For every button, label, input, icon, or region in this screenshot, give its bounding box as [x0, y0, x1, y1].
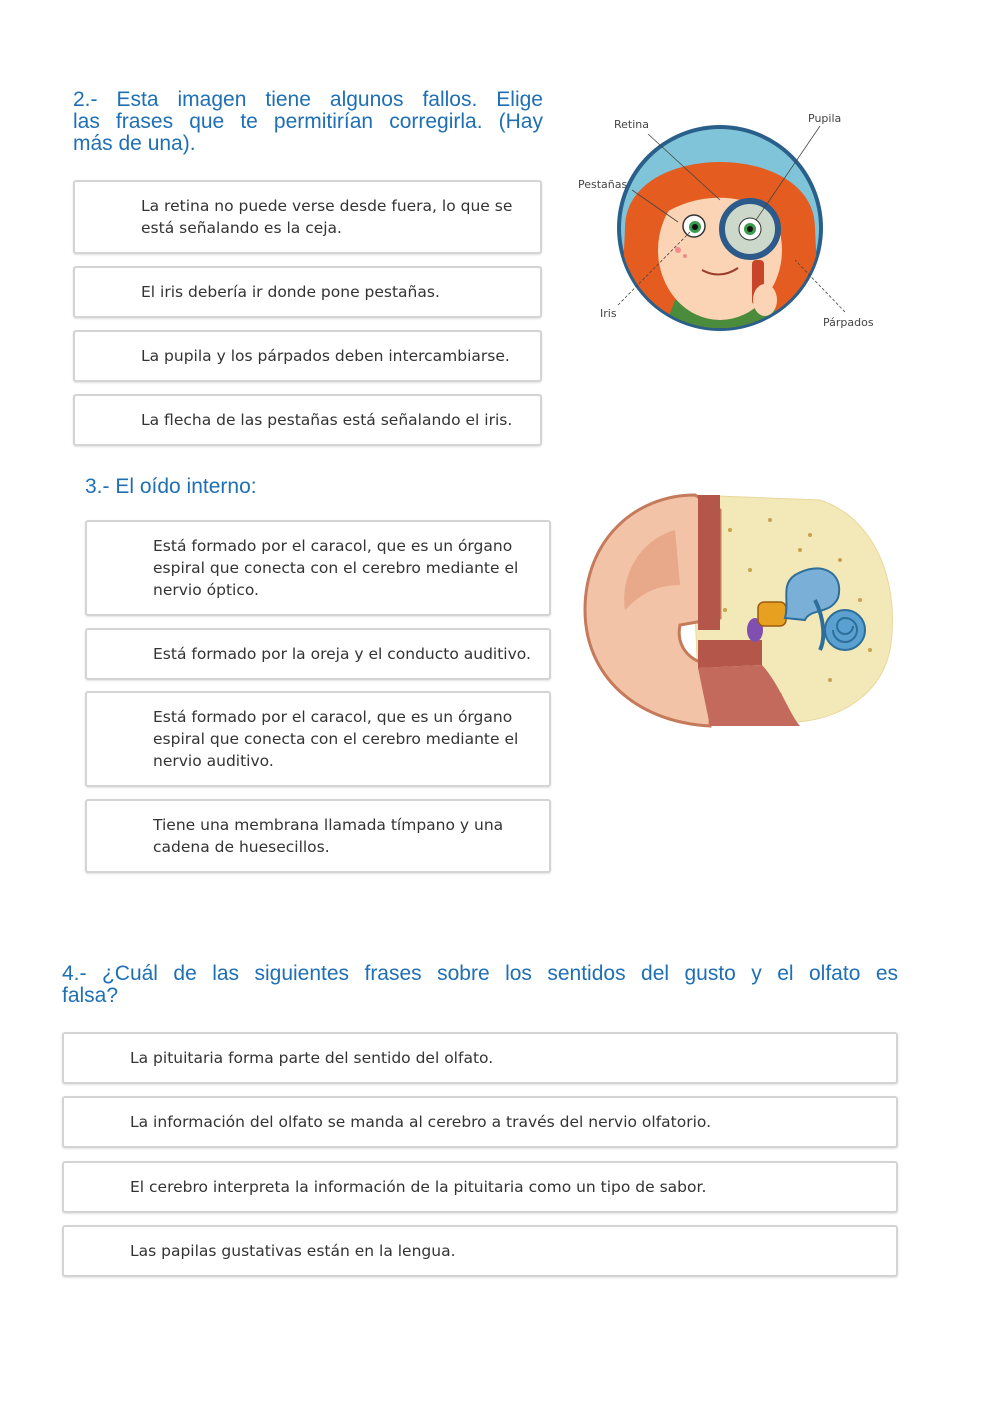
q4-option-3[interactable] — [62, 1161, 898, 1213]
option-text-line: La flecha de las pestañas está señalando el iris. — [141, 411, 513, 429]
q3-option-1[interactable] — [85, 520, 551, 616]
option-text-line: La pituitaria forma parte del sentido del olfato. — [130, 1049, 494, 1067]
q2-option-2[interactable] — [73, 266, 542, 318]
option-text-line: nervio auditivo. — [153, 752, 274, 770]
title-line: más de una). — [73, 132, 196, 155]
q3-option-2[interactable] — [85, 628, 551, 680]
option-text-line: La pupila y los párpados deben intercambiarse. — [141, 347, 510, 365]
cochlea-icon — [825, 610, 865, 650]
eye-label-iris: Iris — [600, 307, 617, 320]
q3-option-3[interactable] — [85, 691, 551, 787]
q4-option-1[interactable] — [62, 1032, 898, 1084]
option-text-line: La información del olfato se manda al cerebro a través del nervio olfatorio. — [130, 1113, 712, 1131]
q4-option-4[interactable] — [62, 1225, 898, 1277]
q2-option-1[interactable] — [73, 180, 542, 254]
ear-illustration — [580, 490, 900, 735]
option-text-line: La retina no puede verse desde fuera, lo que se — [141, 197, 513, 215]
option-text-line: está señalando es la ceja. — [141, 219, 342, 237]
option-text-line: cadena de huesecillos. — [153, 838, 330, 856]
question-3-title: 3.- El oído interno: — [85, 475, 257, 498]
eye-label-retina: Retina — [614, 118, 649, 131]
q2-option-4[interactable] — [73, 394, 542, 446]
option-text-line: nervio óptico. — [153, 581, 259, 599]
q2-option-3[interactable] — [73, 330, 542, 382]
option-text-line: El cerebro interpreta la información de la pituitaria como un tipo de sabor. — [130, 1178, 707, 1196]
option-text-line: Tiene una membrana llamada tímpano y una — [153, 816, 504, 834]
option-text-line: Está formado por el caracol, que es un órgano — [153, 708, 513, 726]
option-text-line: Está formado por la oreja y el conducto auditivo. — [153, 645, 531, 663]
option-text-line: Está formado por el caracol, que es un órgano — [153, 537, 513, 555]
title-line: falsa? — [62, 984, 119, 1007]
title-line: 2.- Esta imagen tiene algunos fallos. Elige — [73, 88, 543, 111]
q3-option-4[interactable] — [85, 799, 551, 873]
title-line: 4.- ¿Cuál de las siguientes frases sobre los sentidos del gusto y el olfato es — [62, 962, 898, 985]
question-4-title — [62, 963, 898, 1007]
q4-option-2[interactable] — [62, 1096, 898, 1148]
option-text-line: El iris debería ir donde pone pestañas. — [141, 283, 440, 301]
question-2-title — [73, 89, 543, 155]
eye-label-pupila: Pupila — [808, 112, 842, 125]
eye-label-pestanas: Pestañas — [578, 178, 628, 191]
option-text-line: espiral que conecta con el cerebro mediante el — [153, 559, 519, 577]
option-text-line: Las papilas gustativas están en la lengua. — [130, 1242, 456, 1260]
eye-label-parpados: Párpados — [823, 316, 874, 329]
title-line: las frases que te permitirían corregirla. (Hay — [73, 110, 543, 133]
option-text-line: espiral que conecta con el cerebro mediante el — [153, 730, 519, 748]
eye-illustration — [570, 100, 890, 350]
